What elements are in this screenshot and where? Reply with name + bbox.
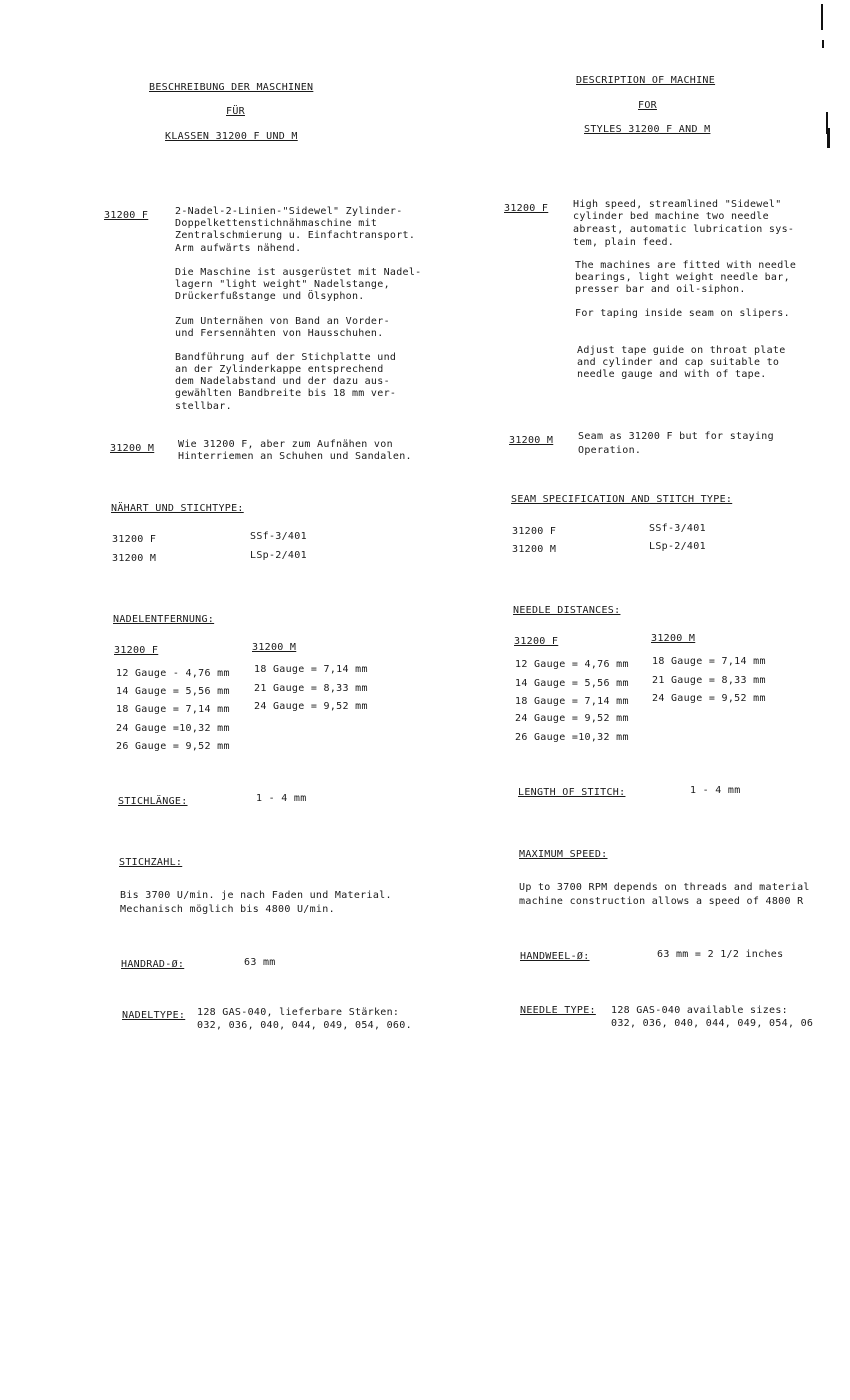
- en-title-line1: DESCRIPTION OF MACHINE: [576, 75, 716, 86]
- de-model-f-p3-1: Zum Unternähen von Band an Vorder-: [175, 316, 390, 327]
- de-title-line2: FÜR: [226, 106, 245, 117]
- de-seam-row1-value: SSf-3/401: [250, 531, 307, 542]
- de-model-f-code: 31200 F: [104, 210, 149, 221]
- de-model-f-p2-2: lagern "light weight" Nadelstange,: [175, 279, 390, 290]
- de-speed-label: STICHZAHL:: [119, 857, 183, 868]
- de-needle-m-2: 21 Gauge = 8,33 mm: [254, 683, 368, 694]
- de-seam-row1-model: 31200 F: [112, 534, 157, 545]
- en-model-f-p1-4: tem, plain feed.: [573, 237, 675, 248]
- en-seam-row2-model: 31200 M: [512, 544, 557, 555]
- en-needle-col-f: 31200 F: [514, 636, 559, 647]
- scan-edge-mark: [821, 4, 823, 30]
- en-needle-type-line1: 128 GAS-040 available sizes:: [611, 1005, 788, 1016]
- de-model-f-p1-4: Arm aufwärts nähend.: [175, 243, 302, 254]
- en-seam-heading: SEAM SPECIFICATION AND STITCH TYPE:: [511, 494, 733, 505]
- de-model-f-p1-3: Zentralschmierung u. Einfachtransport.: [175, 230, 416, 241]
- en-seam-row1-value: SSf-3/401: [649, 523, 706, 534]
- de-model-f-p3-2: und Fersennähten von Hausschuhen.: [175, 328, 384, 339]
- de-title-line3: KLASSEN 31200 F UND M: [165, 131, 298, 142]
- de-seam-heading: NÄHART UND STICHTYPE:: [111, 503, 244, 514]
- en-title-line2: FOR: [638, 100, 657, 111]
- en-seam-row1-model: 31200 F: [512, 526, 557, 537]
- en-model-f-p2-2: bearings, light weight needle bar,: [575, 272, 790, 283]
- de-needle-f-1: 12 Gauge - 4,76 mm: [116, 668, 230, 679]
- de-model-f-p4-4: gewählten Bandbreite bis 18 mm ver-: [175, 388, 397, 399]
- en-stitch-label: LENGTH OF STITCH:: [518, 787, 626, 798]
- en-model-f-p4-1: Adjust tape guide on throat plate: [577, 345, 786, 356]
- en-needle-f-1: 12 Gauge = 4,76 mm: [515, 659, 629, 670]
- en-needle-m-3: 24 Gauge = 9,52 mm: [652, 693, 766, 704]
- en-needle-f-4: 24 Gauge = 9,52 mm: [515, 713, 629, 724]
- de-model-f-p2-3: Drückerfußstange und Ölsyphon.: [175, 291, 365, 302]
- en-seam-row2-value: LSp-2/401: [649, 541, 706, 552]
- de-model-f-p2-1: Die Maschine ist ausgerüstet mit Nadel-: [175, 267, 422, 278]
- de-stitch-value: 1 - 4 mm: [256, 793, 307, 804]
- en-needle-type-line2: 032, 036, 040, 044, 049, 054, 06: [611, 1018, 814, 1029]
- de-needle-col-m: 31200 M: [252, 642, 297, 653]
- de-model-f-p4-1: Bandführung auf der Stichplatte und: [175, 352, 397, 363]
- de-model-m-text-1: Wie 31200 F, aber zum Aufnähen von: [178, 439, 393, 450]
- en-speed-text-2: machine construction allows a speed of 4800 R: [519, 896, 804, 907]
- de-needle-f-4: 24 Gauge =10,32 mm: [116, 723, 230, 734]
- de-model-m-text-2: Hinterriemen an Schuhen und Sandalen.: [178, 451, 412, 462]
- scan-edge-mark: [827, 128, 830, 148]
- de-handwheel-label: HANDRAD-Ø:: [121, 959, 185, 970]
- de-needle-f-5: 26 Gauge = 9,52 mm: [116, 741, 230, 752]
- en-needle-m-1: 18 Gauge = 7,14 mm: [652, 656, 766, 667]
- en-model-m-text-1: Seam as 31200 F but for staying: [578, 431, 774, 442]
- de-needle-type-line2: 032, 036, 040, 044, 049, 054, 060.: [197, 1020, 412, 1031]
- en-model-f-p4-2: and cylinder and cap suitable to: [577, 357, 780, 368]
- en-model-f-p4-3: needle gauge and with of tape.: [577, 369, 767, 380]
- de-needle-f-2: 14 Gauge = 5,56 mm: [116, 686, 230, 697]
- en-needle-f-3: 18 Gauge = 7,14 mm: [515, 696, 629, 707]
- en-stitch-value: 1 - 4 mm: [690, 785, 741, 796]
- de-needle-m-3: 24 Gauge = 9,52 mm: [254, 701, 368, 712]
- en-model-f-p1-2: cylinder bed machine two needle: [573, 211, 769, 222]
- de-needle-type-line1: 128 GAS-040, lieferbare Stärken:: [197, 1007, 400, 1018]
- de-speed-text-2: Mechanisch möglich bis 4800 U/min.: [120, 904, 335, 915]
- de-stitch-label: STICHLÄNGE:: [118, 796, 188, 807]
- en-needle-f-2: 14 Gauge = 5,56 mm: [515, 678, 629, 689]
- en-model-f-p1-3: abreast, automatic lubrication sys-: [573, 224, 795, 235]
- en-model-m-text-2: Operation.: [578, 445, 642, 456]
- de-needle-type-label: NADELTYPE:: [122, 1010, 186, 1021]
- de-needle-f-3: 18 Gauge = 7,14 mm: [116, 704, 230, 715]
- de-model-f-p1-1: 2-Nadel-2-Linien-"Sidewel" Zylinder-: [175, 206, 403, 217]
- de-needle-col-f: 31200 F: [114, 645, 159, 656]
- en-needle-type-label: NEEDLE TYPE:: [520, 1005, 596, 1016]
- en-speed-label: MAXIMUM SPEED:: [519, 849, 608, 860]
- de-model-f-p4-2: an der Zylinderkappe entsprechend: [175, 364, 384, 375]
- en-title-line3: STYLES 31200 F AND M: [584, 124, 711, 135]
- en-needle-f-5: 26 Gauge =10,32 mm: [515, 732, 629, 743]
- en-model-f-p1-1: High speed, streamlined "Sidewel": [573, 199, 782, 210]
- de-needle-heading: NADELENTFERNUNG:: [113, 614, 215, 625]
- en-handwheel-label: HANDWEEL-Ø:: [520, 951, 590, 962]
- en-model-f-p2-1: The machines are fitted with needle: [575, 260, 797, 271]
- en-needle-m-2: 21 Gauge = 8,33 mm: [652, 675, 766, 686]
- de-model-f-p1-2: Doppelkettenstichnähmaschine mit: [175, 218, 378, 229]
- de-speed-text-1: Bis 3700 U/min. je nach Faden und Material.: [120, 890, 392, 901]
- en-model-m-code: 31200 M: [509, 435, 554, 446]
- de-title-line1: BESCHREIBUNG DER MASCHINEN: [149, 82, 314, 93]
- scan-edge-mark: [822, 40, 824, 48]
- de-seam-row2-model: 31200 M: [112, 553, 157, 564]
- en-model-f-code: 31200 F: [504, 203, 549, 214]
- en-model-f-p3-1: For taping inside seam on slipers.: [575, 308, 790, 319]
- en-speed-text-1: Up to 3700 RPM depends on threads and material: [519, 882, 810, 893]
- en-needle-col-m: 31200 M: [651, 633, 696, 644]
- de-needle-m-1: 18 Gauge = 7,14 mm: [254, 664, 368, 675]
- en-model-f-p2-3: presser bar and oil-siphon.: [575, 284, 746, 295]
- en-handwheel-value: 63 mm = 2 1/2 inches: [657, 949, 784, 960]
- de-handwheel-value: 63 mm: [244, 957, 276, 968]
- de-model-f-p4-3: dem Nadelabstand und der dazu aus-: [175, 376, 390, 387]
- de-seam-row2-value: LSp-2/401: [250, 550, 307, 561]
- de-model-f-p4-5: stellbar.: [175, 401, 232, 412]
- de-model-m-code: 31200 M: [110, 443, 155, 454]
- en-needle-heading: NEEDLE DISTANCES:: [513, 605, 621, 616]
